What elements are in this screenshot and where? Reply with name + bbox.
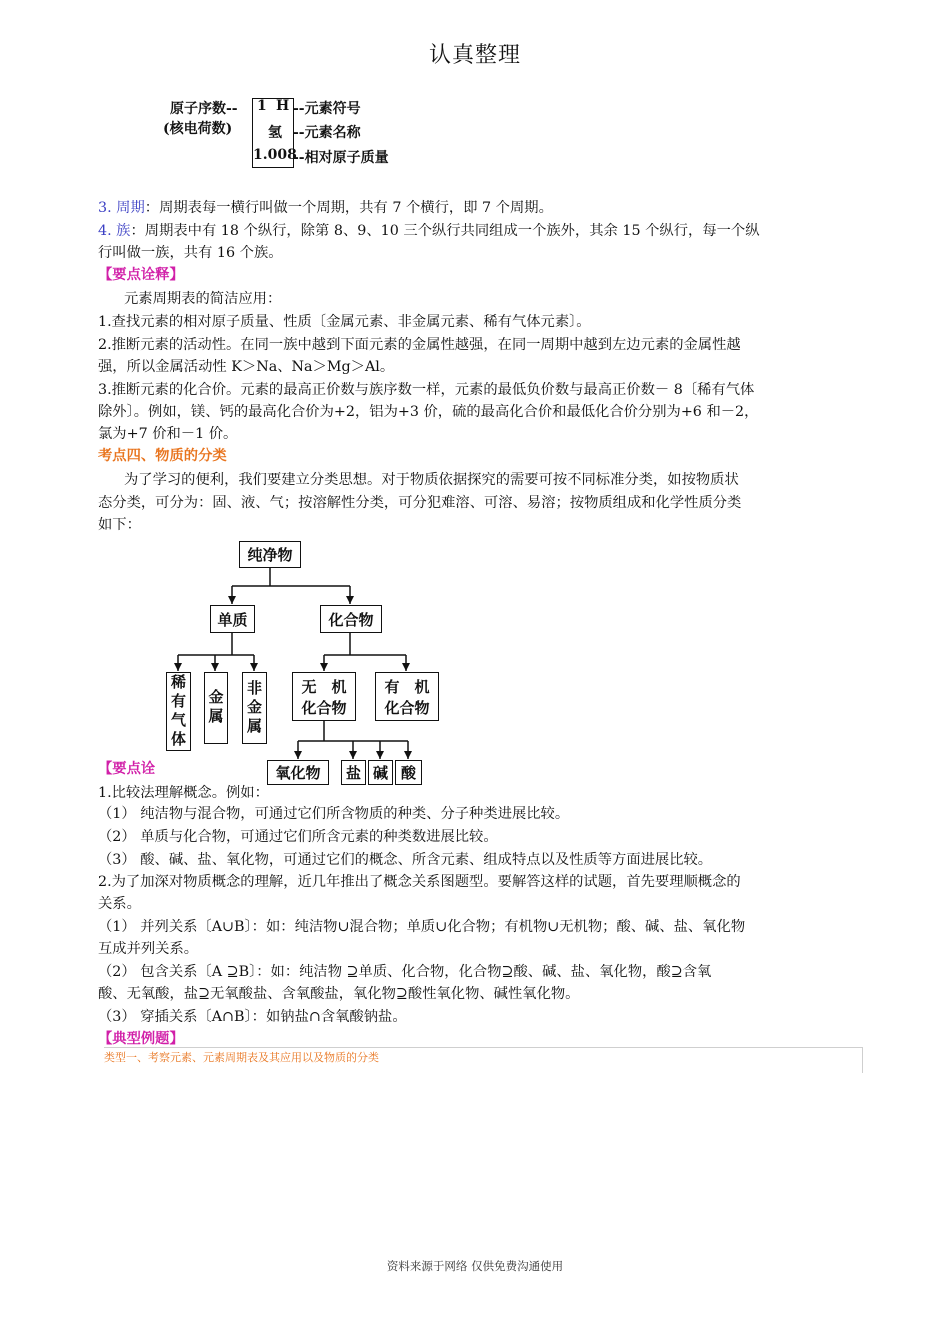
application-3-cont: 除外〕。例如，镁、钙的最高化合价为+2，铝为+3 价，硫的最高化合价和最低化合价分别为+6 和－2， xyxy=(98,404,759,420)
node-pure-substance: 纯净物 xyxy=(239,541,301,568)
section-heading: 考点四、物质的分类 xyxy=(98,448,227,464)
label-atomic-mass: --相对原子质量 xyxy=(293,150,389,166)
relation-intersection: （3） 穿插关系〔A∩B〕：如钠盐∩含氧酸钠盐。 xyxy=(98,1009,407,1025)
application-2: 2.推断元素的活动性。在同一族中越到下面元素的金属性越强，在同一周期中越到左边元素的金属性越 xyxy=(98,337,741,353)
key-points-heading-2: 【要点诠 xyxy=(98,761,156,777)
element-symbol: H xyxy=(276,98,290,114)
node-element-substance: 单质 xyxy=(210,605,255,633)
application-3: 3.推断元素的化合价。元素的最高正价数与族序数一样，元素的最低负价数与最高正价数－ 8〔稀有气体 xyxy=(98,382,755,398)
node-oxide: 氧化物 xyxy=(267,760,329,785)
element-number: 1 xyxy=(257,98,267,114)
node-compound: 化合物 xyxy=(320,605,382,633)
concept-relation-intro: 2.为了加深对物质概念的理解，近几年推出了概念关系图题型。要解答这样的试题，首先要理顺概念的 xyxy=(98,874,741,890)
node-organic-line2: 化合物 xyxy=(384,698,430,717)
element-mass: 1.008 xyxy=(253,147,297,163)
classification-paragraph-2: 态分类，可分为：固、液、气；按溶解性分类，可分犯难溶、可溶、易溶；按物质组成和化学性质分类 xyxy=(98,495,742,511)
example-type-1: 类型一、考察元素、元素周期表及其应用以及物质的分类 xyxy=(104,1051,379,1064)
group-label: 4. 族 xyxy=(98,223,131,239)
node-inorganic-compound xyxy=(292,672,356,721)
label-nuclear-charge: (核电荷数) xyxy=(163,121,233,137)
node-noble-gas: 稀有气体 xyxy=(166,672,191,751)
key-points-heading: 【要点诠释】 xyxy=(98,267,184,283)
comparison-item-2: （2） 单质与化合物，可通过它们所含元素的种类数进展比较。 xyxy=(98,829,498,845)
example-box-right-border xyxy=(862,1047,863,1073)
application-3-end: 氯为+7 价和－1 价。 xyxy=(98,426,238,442)
relation-parallel: （1） 并列关系〔A∪B〕：如：纯洁物∪混合物；单质∪化合物；有机物∪无机物；酸、碱、盐、氧化物 xyxy=(98,919,746,935)
group-text: ：周期表中有 18 个纵行，除第 8、9、10 三个纵行共同组成一个族外，其余 15 个纵行，每一个纵 xyxy=(130,223,760,239)
label-atomic-number: 原子序数-- xyxy=(170,101,238,117)
period-text: ：周期表每一横行叫做一个周期，共有 7 个横行，即 7 个周期。 xyxy=(144,200,553,216)
classification-paragraph-3: 如下： xyxy=(98,517,141,533)
node-salt: 盐 xyxy=(341,760,366,785)
application-2-cont: 强，所以金属活动性 K＞Na、Na＞Mg＞Al。 xyxy=(98,359,395,375)
node-base: 碱 xyxy=(368,760,393,785)
application-1: 1.查找元素的相对原子质量、性质〔金属元素、非金属元素、稀有气体元素〕。 xyxy=(98,314,591,330)
label-element-name: --元素名称 xyxy=(293,125,361,141)
page-title: 认真整理 xyxy=(428,43,521,68)
group-text-cont: 行叫做一族，共有 16 个族。 xyxy=(98,245,283,261)
relation-inclusion: （2） 包含关系〔A ⊇B〕：如：纯洁物 ⊇单质、化合物，化合物⊇酸、碱、盐、氧化物，酸⊇含氧 xyxy=(98,964,712,980)
node-organic-line1: 有 机 xyxy=(384,677,430,696)
periodic-table-intro: 元素周期表的简洁应用： xyxy=(124,291,282,307)
example-box-top-border xyxy=(104,1047,863,1048)
node-organic-compound xyxy=(375,672,439,721)
examples-heading: 【典型例题】 xyxy=(98,1031,184,1047)
node-metal: 金属 xyxy=(204,672,228,744)
node-inorganic-line1: 无 机 xyxy=(301,677,347,696)
node-acid: 酸 xyxy=(395,760,422,785)
period-label: 3. 周期 xyxy=(98,200,145,216)
concept-relation-intro-cont: 关系。 xyxy=(98,896,141,912)
classification-paragraph: 为了学习的便利，我们要建立分类思想。对于物质依据探究的需要可按不同标准分类，如按物质状 xyxy=(124,472,739,488)
footer-note: 资料来源于网络 仅供免费沟通使用 xyxy=(386,1259,564,1273)
relation-inclusion-cont: 酸、无氧酸，盐⊇无氧酸盐、含氧酸盐，氧化物⊇酸性氧化物、碱性氧化物。 xyxy=(98,986,580,1002)
relation-parallel-cont: 互成并列关系。 xyxy=(98,941,199,957)
comparison-method: 1.比较法理解概念。例如： xyxy=(98,785,269,801)
label-element-symbol: --元素符号 xyxy=(293,101,361,117)
node-nonmetal: 非金属 xyxy=(242,672,267,744)
node-inorganic-line2: 化合物 xyxy=(301,698,347,717)
comparison-item-1: （1） 纯洁物与混合物，可通过它们所含物质的种类、分子种类进展比较。 xyxy=(98,806,570,822)
comparison-item-3: （3） 酸、碱、盐、氧化物，可通过它们的概念、所含元素、组成特点以及性质等方面进展比较。 xyxy=(98,852,713,868)
element-name: 氢 xyxy=(268,125,282,141)
